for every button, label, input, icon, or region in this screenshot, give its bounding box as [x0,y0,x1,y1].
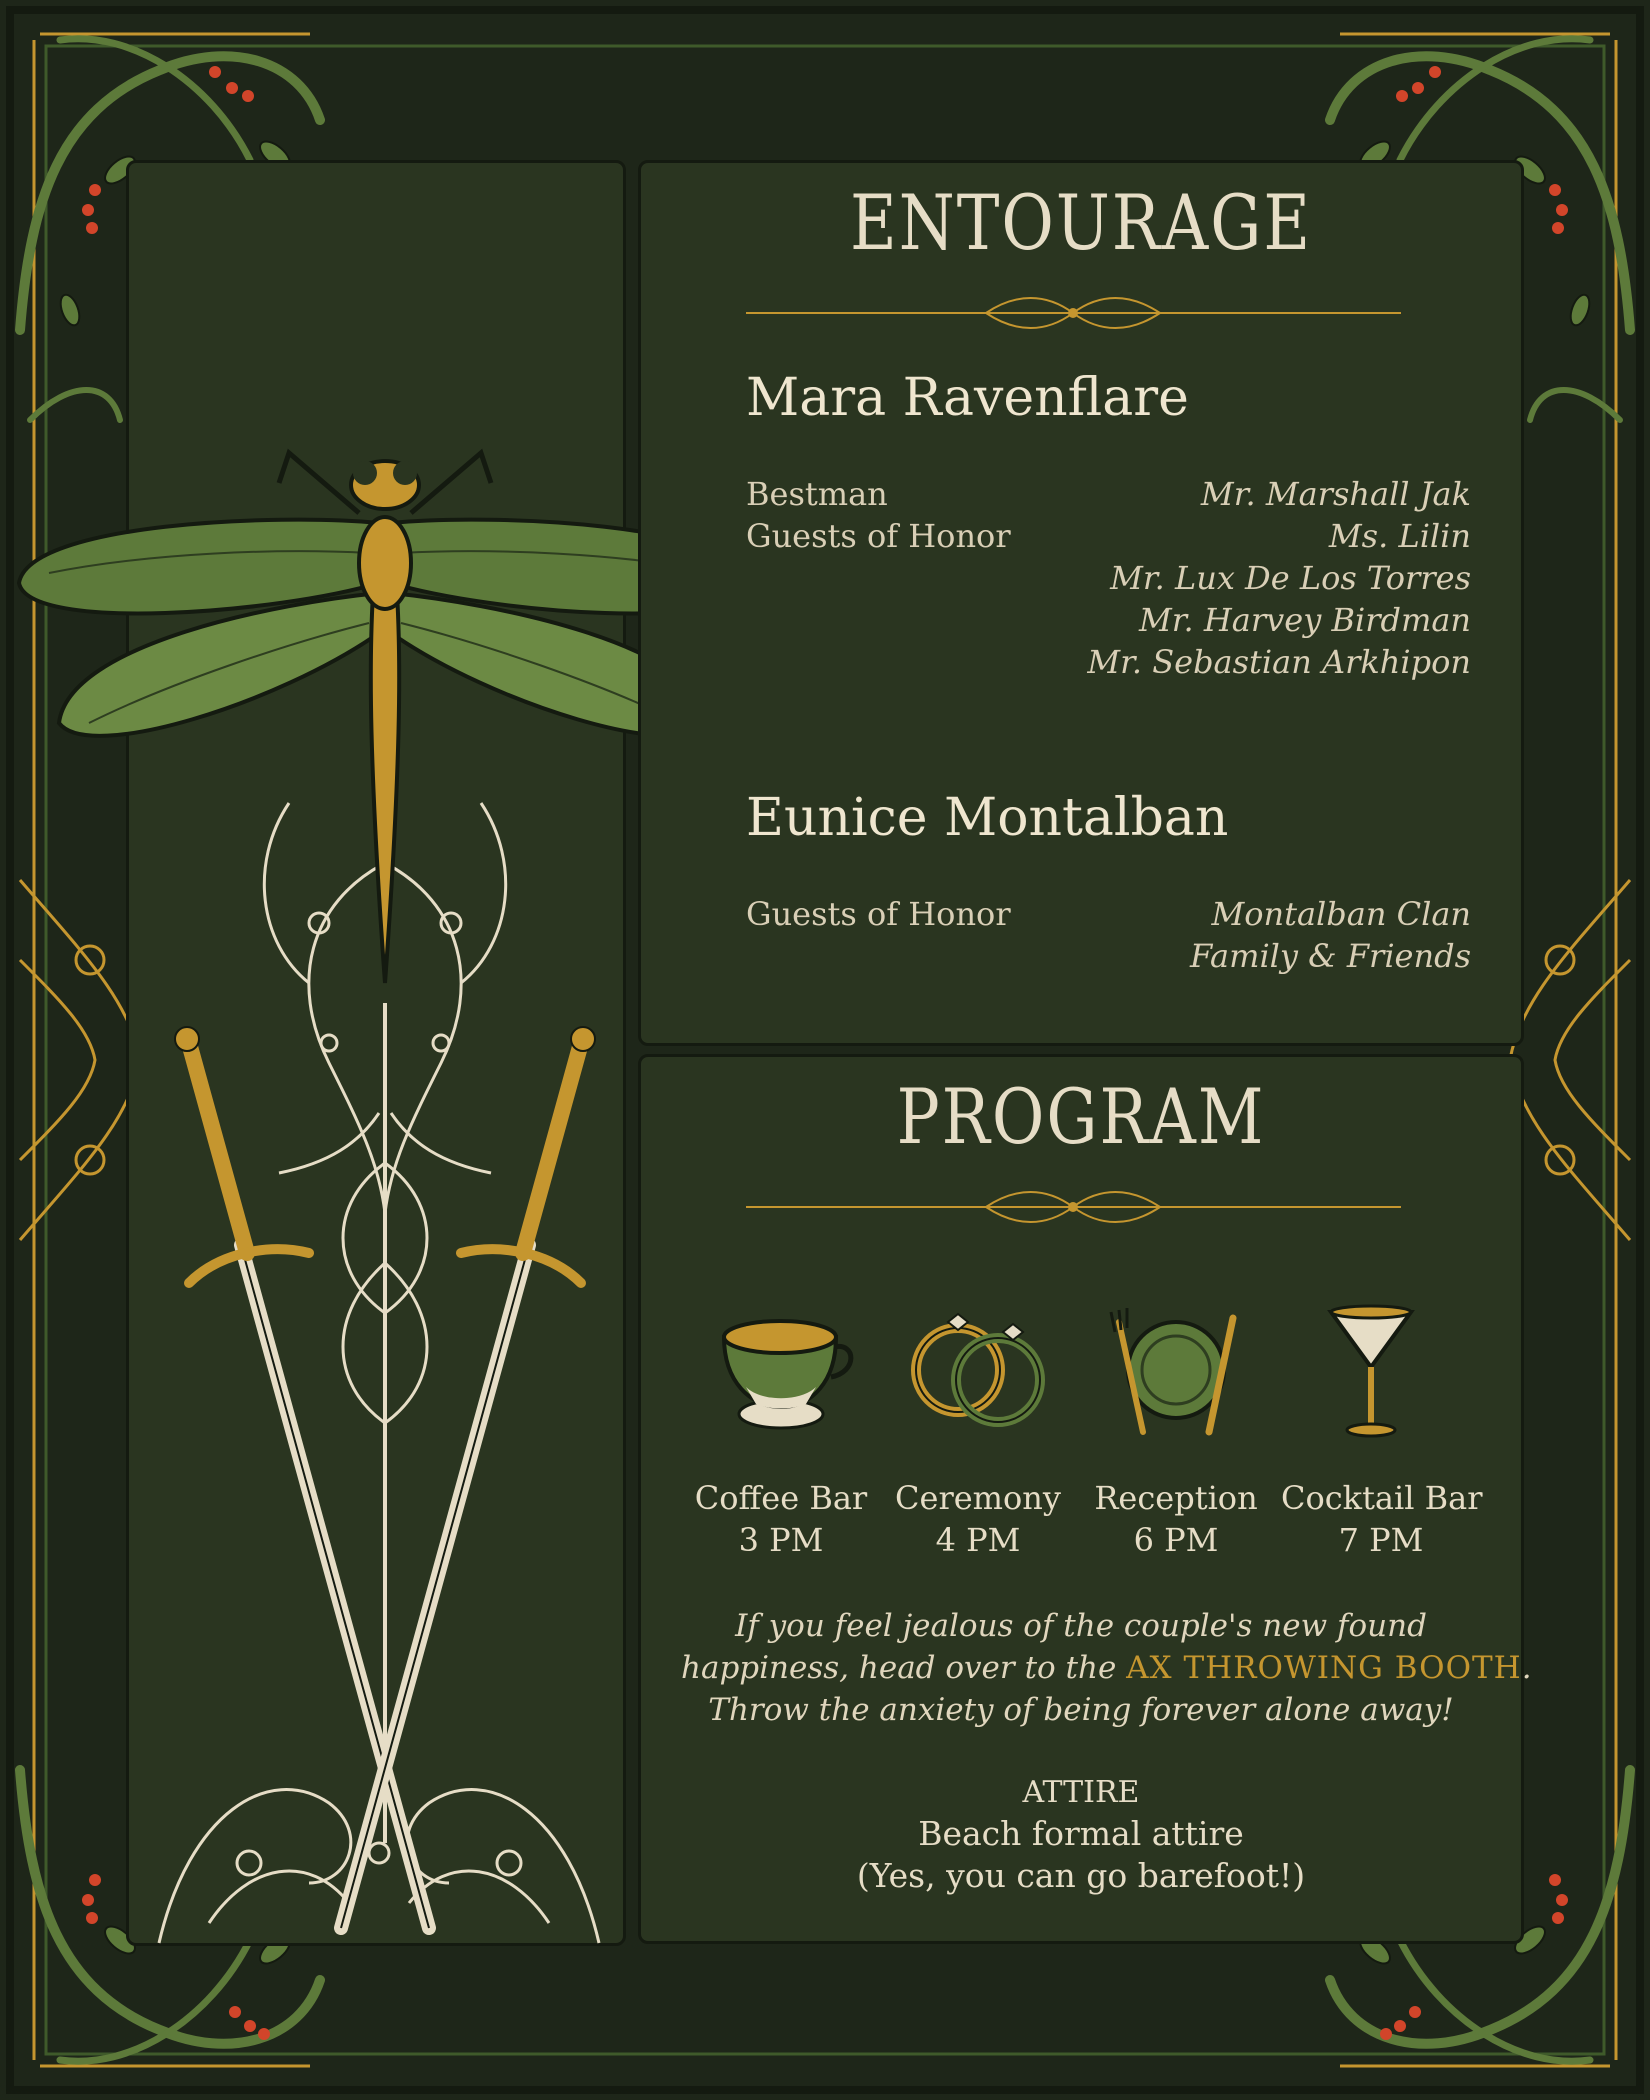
role-list [746,893,1011,935]
attire-description: Beach formal attire [918,1814,1244,1853]
guest-name: Montalban Clan [1211,895,1471,933]
note-line: If you feel jealous of the couple's new found [735,1608,1427,1644]
event-time: 3 PM [738,1521,824,1559]
event-time: 6 PM [1133,1521,1219,1559]
martini-glass-icon [1296,1292,1446,1442]
role-list [746,473,1011,557]
guest-list [1087,473,1471,683]
program-heading: PROGRAM [896,1074,1266,1162]
group-name: Mara Ravenflare [746,368,1189,428]
entourage-panel [638,160,1524,1046]
attire-title: ATTIRE [1022,1775,1140,1810]
note-line [681,1647,1532,1689]
note-text: happiness, head over to the [681,1650,1127,1686]
program-panel [638,1054,1532,1944]
event-label: Ceremony [895,1479,1061,1517]
guest-name: Mr. Lux De Los Torres [1110,559,1471,597]
entourage-heading: ENTOURAGE [849,180,1313,268]
guest-list [1190,893,1471,977]
event-label: Reception [1094,1479,1258,1517]
wedding-rings-icon [903,1292,1053,1442]
plate-cutlery-icon [1101,1292,1251,1442]
coffee-cup-icon [706,1292,856,1442]
guest-name: Ms. Lilin [1328,517,1471,555]
attire-section [681,1773,1481,1897]
group-name: Eunice Montalban [746,788,1229,848]
program-event [681,1477,881,1561]
program-event [1281,1477,1481,1561]
ax-throwing-note [681,1605,1532,1731]
guest-name: Mr. Marshall Jak [1200,475,1471,513]
ornamental-divider [746,1187,1401,1227]
ornamental-divider [746,293,1401,333]
note-line: Throw the anxiety of being forever alone away! [708,1692,1454,1728]
guest-name: Family & Friends [1189,937,1471,975]
event-time: 7 PM [1338,1521,1424,1559]
role-label: Bestman [746,475,888,513]
guest-name: Mr. Sebastian Arkhipon [1087,643,1471,681]
event-time: 4 PM [935,1521,1021,1559]
event-label: Cocktail Bar [1281,1479,1483,1517]
role-label: Guests of Honor [746,895,1011,933]
role-label: Guests of Honor [746,517,1011,555]
program-event [1076,1477,1276,1561]
attire-note: (Yes, you can go barefoot!) [856,1856,1306,1895]
illustration-panel [126,160,626,1946]
event-label: Coffee Bar [694,1479,868,1517]
note-text: . [1521,1650,1532,1686]
ax-throwing-booth-highlight: AX THROWING BOOTH [1126,1650,1522,1686]
guest-name: Mr. Harvey Birdman [1139,601,1471,639]
program-event [878,1477,1078,1561]
